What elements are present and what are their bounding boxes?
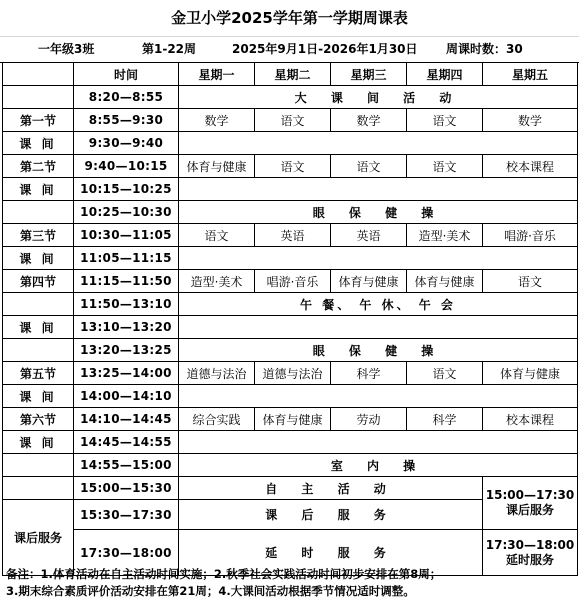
header-time: 时间 [74, 63, 179, 86]
class-cell: 数学 [483, 109, 578, 132]
table-row [3, 454, 578, 477]
class-cell: 语文 [407, 362, 483, 385]
notes [6, 566, 574, 600]
header-day: 星期五 [483, 63, 578, 86]
activity-span: 大 课 间 活 动 [179, 86, 578, 109]
time-slot: 13:20—13:25 [74, 339, 179, 362]
weekly-hours: 周课时数：30 [446, 42, 523, 56]
table-row [3, 201, 578, 224]
class-cell: 语文 [179, 224, 255, 247]
period-label: 课 间 [3, 247, 74, 270]
break-span [179, 178, 578, 201]
time-slot: 11:50—13:10 [74, 293, 179, 316]
class-cell: 科学 [331, 362, 407, 385]
table-row [3, 477, 578, 500]
time-slot: 14:00—14:10 [74, 385, 179, 408]
activity-span: 延 时 服 务 [179, 530, 483, 576]
time-slot: 13:25—14:00 [74, 362, 179, 385]
friday-after-school-label: 课后服务 [505, 503, 554, 517]
class-cell: 科学 [407, 408, 483, 431]
period-label: 第六节 [3, 408, 74, 431]
friday-extended-label: 延时服务 [505, 552, 554, 567]
note-line: 3.期末综合素质评价活动安排在第21周；4.大课间活动根据季节情况适时调整。 [6, 584, 415, 598]
class-cell: 体育与健康 [255, 408, 331, 431]
table-row [3, 132, 578, 155]
time-slot: 11:05—11:15 [74, 247, 179, 270]
header-day: 星期二 [255, 63, 331, 86]
header-day: 星期四 [407, 63, 483, 86]
class-cell: 唱游·音乐 [483, 224, 578, 247]
period-label: 第一节 [3, 109, 74, 132]
time-slot: 9:30—9:40 [74, 132, 179, 155]
time-slot: 8:55—9:30 [74, 109, 179, 132]
period-label: 第三节 [3, 224, 74, 247]
break-span [179, 247, 578, 270]
class-cell: 造型·美术 [179, 270, 255, 293]
period-label: 第四节 [3, 270, 74, 293]
time-slot: 14:55—15:00 [74, 454, 179, 477]
header-day: 星期三 [331, 63, 407, 86]
class-info-row [0, 36, 579, 63]
table-row [3, 109, 578, 132]
break-span [179, 132, 578, 155]
class-cell: 唱游·音乐 [255, 270, 331, 293]
period-label: 课 间 [3, 316, 74, 339]
table-row [3, 316, 578, 339]
class-cell: 体育与健康 [407, 270, 483, 293]
friday-extended-time: 17:30—18:00 [485, 537, 575, 552]
class-cell: 英语 [331, 224, 407, 247]
class-cell: 语文 [331, 155, 407, 178]
friday-after-school-cell [483, 477, 578, 530]
table-row [3, 293, 578, 316]
class-cell: 体育与健康 [179, 155, 255, 178]
class-cell: 造型·美术 [407, 224, 483, 247]
break-span [179, 316, 578, 339]
friday-after-school-time: 15:00—17:30 [485, 488, 575, 502]
class-name: 一年级3班 [38, 42, 95, 56]
class-cell: 数学 [179, 109, 255, 132]
class-cell: 数学 [331, 109, 407, 132]
break-span [179, 431, 578, 454]
class-cell: 体育与健康 [331, 270, 407, 293]
table-row [3, 247, 578, 270]
table-row [3, 408, 578, 431]
page-title: 金卫小学2025学年第一学期周课表 [0, 0, 579, 37]
class-cell: 语文 [407, 155, 483, 178]
header-corner [3, 63, 74, 86]
time-slot: 14:45—14:55 [74, 431, 179, 454]
date-range: 2025年9月1日-2026年1月30日 [232, 42, 418, 56]
class-cell: 道德与法治 [179, 362, 255, 385]
class-cell: 语文 [255, 155, 331, 178]
period-label: 第五节 [3, 362, 74, 385]
time-slot: 17:30—18:00 [74, 530, 179, 576]
class-cell: 语文 [255, 109, 331, 132]
period-label: 课 间 [3, 132, 74, 155]
period-label [3, 86, 74, 109]
activity-span: 午 餐、 午 休、 午 会 [179, 293, 578, 316]
period-label [3, 477, 74, 500]
period-label: 课 间 [3, 431, 74, 454]
class-cell: 语文 [407, 109, 483, 132]
header-row [3, 63, 578, 86]
time-slot: 8:20—8:55 [74, 86, 179, 109]
time-slot: 14:10—14:45 [74, 408, 179, 431]
table-row [3, 362, 578, 385]
period-label: 课 间 [3, 385, 74, 408]
time-slot: 11:15—11:50 [74, 270, 179, 293]
table-row [3, 178, 578, 201]
activity-span: 眼 保 健 操 [179, 201, 578, 224]
class-cell: 体育与健康 [483, 362, 578, 385]
period-label [3, 454, 74, 477]
class-cell: 劳动 [331, 408, 407, 431]
period-label: 课 间 [3, 178, 74, 201]
period-label: 第二节 [3, 155, 74, 178]
time-slot: 15:30—17:30 [74, 500, 179, 530]
table-row [3, 86, 578, 109]
time-slot: 13:10—13:20 [74, 316, 179, 339]
activity-span: 自 主 活 动 [179, 477, 483, 500]
time-slot: 10:15—10:25 [74, 178, 179, 201]
activity-span: 眼 保 健 操 [179, 339, 578, 362]
week-range: 第1-22周 [142, 42, 197, 56]
table-row [3, 270, 578, 293]
time-slot: 9:40—10:15 [74, 155, 179, 178]
class-cell: 道德与法治 [255, 362, 331, 385]
table-row [3, 339, 578, 362]
time-slot: 10:30—11:05 [74, 224, 179, 247]
note-line: 备注：1.体育活动在自主活动时间实施；2.秋季社会实践活动时间初步安排在第8周； [6, 567, 442, 581]
after-school-label: 课后服务 [3, 500, 74, 576]
time-slot: 10:25—10:30 [74, 201, 179, 224]
table-row [3, 385, 578, 408]
period-label [3, 339, 74, 362]
period-label [3, 293, 74, 316]
header-day: 星期一 [179, 63, 255, 86]
class-cell: 综合实践 [179, 408, 255, 431]
class-cell: 语文 [483, 270, 578, 293]
class-cell: 校本课程 [483, 155, 578, 178]
class-cell: 英语 [255, 224, 331, 247]
time-slot: 15:00—15:30 [74, 477, 179, 500]
activity-span: 课 后 服 务 [179, 500, 483, 530]
timetable [2, 62, 578, 576]
table-row [3, 431, 578, 454]
activity-span: 室 内 操 [179, 454, 578, 477]
table-row [3, 224, 578, 247]
class-cell: 校本课程 [483, 408, 578, 431]
period-label [3, 201, 74, 224]
table-row [3, 155, 578, 178]
break-span [179, 385, 578, 408]
